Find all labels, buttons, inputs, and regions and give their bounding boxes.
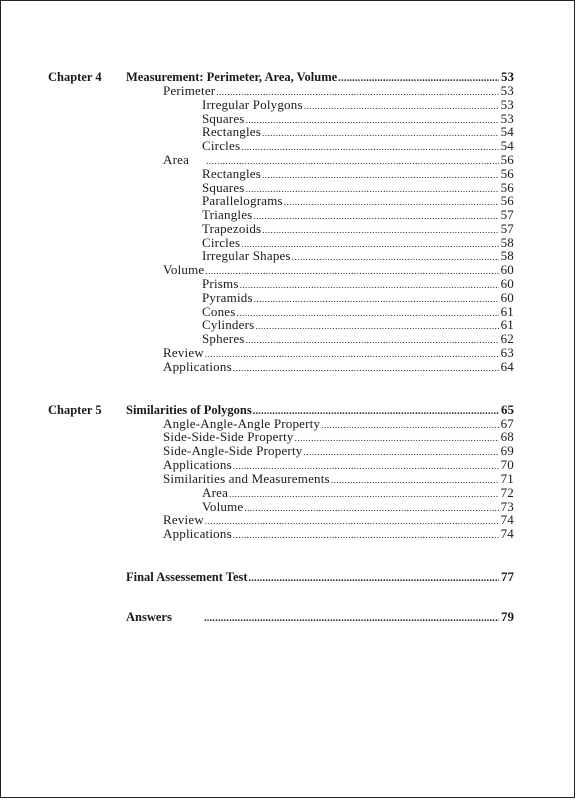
leader-dots <box>255 319 499 333</box>
leader-dots <box>240 278 499 292</box>
page-number: 60 <box>500 290 514 305</box>
page-number: 58 <box>500 235 514 250</box>
entry-title: Area <box>163 152 190 167</box>
page-number: 62 <box>500 331 514 346</box>
leader-dots <box>331 473 499 487</box>
entry-title: Side-Side-Side Property <box>163 429 294 444</box>
page-number: 57 <box>500 221 514 236</box>
page-number: 72 <box>500 485 514 500</box>
entry-title: Review <box>163 345 204 360</box>
chapter-5-label: Chapter 5 <box>48 403 102 417</box>
toc-entry-volume <box>163 263 514 277</box>
toc-entry-pyramids <box>202 291 514 305</box>
entry-title: Applications <box>163 359 232 374</box>
leader-dots <box>233 528 499 542</box>
leader-dots <box>205 347 499 361</box>
entry-title: Spheres <box>202 331 245 346</box>
toc-entry-applications <box>163 360 514 374</box>
page-number: 61 <box>500 317 514 332</box>
entry-title: Answers <box>126 610 172 624</box>
toc-entry-final-test <box>126 570 514 584</box>
entry-title: Area <box>202 485 229 500</box>
toc-entry-cylinders <box>202 318 514 332</box>
toc-entry-side-side-side <box>163 430 514 444</box>
chapter-4-label: Chapter 4 <box>48 70 102 84</box>
entry-title: Cones <box>202 304 236 319</box>
toc-entry-chapter-5 <box>126 403 514 417</box>
page-number: 54 <box>500 138 514 153</box>
page-number: 71 <box>500 471 514 486</box>
toc-entry-prisms <box>202 277 514 291</box>
page-number: 65 <box>501 402 514 417</box>
entry-title: Squares <box>202 180 245 195</box>
toc-entry-circles <box>202 139 514 153</box>
entry-title: Applications <box>163 457 232 472</box>
page-number: 53 <box>501 69 514 84</box>
page-number: 56 <box>500 152 514 167</box>
page-number: 70 <box>500 457 514 472</box>
entry-title: Cylinders <box>202 317 255 332</box>
entry-title: Circles <box>202 235 241 250</box>
toc-entry-review <box>163 513 514 527</box>
entry-title: Perimeter <box>163 83 216 98</box>
page-number: 77 <box>501 569 514 584</box>
toc-entry-irregular-shapes <box>202 249 514 263</box>
toc-entry-chapter-4 <box>126 70 514 84</box>
entry-title: Applications <box>163 526 232 541</box>
entry-title: Squares <box>202 111 245 126</box>
page-number: 69 <box>500 443 514 458</box>
page-number: 53 <box>500 97 514 112</box>
toc-entry-review <box>163 346 514 360</box>
page-number: 54 <box>500 124 514 139</box>
page-number: 58 <box>500 248 514 263</box>
page-number: 73 <box>500 499 514 514</box>
toc-entry-perimeter <box>163 84 514 98</box>
entry-title: Volume <box>163 262 205 277</box>
leader-dots <box>246 333 499 347</box>
entry-title: Similarities and Measurements <box>163 471 330 486</box>
page-number: 56 <box>500 166 514 181</box>
toc-entry-applications <box>163 527 514 541</box>
toc-entry-spheres <box>202 332 514 346</box>
toc-entry-area <box>163 153 514 167</box>
leader-dots <box>205 514 499 528</box>
page-number: 79 <box>501 609 514 624</box>
entry-title: Irregular Shapes <box>202 248 291 263</box>
leader-dots <box>249 572 499 586</box>
toc-entry-rectangles <box>202 167 514 181</box>
leader-dots <box>262 223 499 237</box>
page-number: 68 <box>500 429 514 444</box>
page-number: 67 <box>500 416 514 431</box>
toc-entry-side-angle-side <box>163 444 514 458</box>
page-number: 64 <box>500 359 514 374</box>
leader-dots <box>205 264 499 278</box>
entry-title: Rectangles <box>202 166 262 181</box>
entry-title: Trapezoids <box>202 221 262 236</box>
leader-dots <box>204 612 499 626</box>
entry-title: Similarities of Polygons <box>126 403 252 417</box>
page-number: 63 <box>500 345 514 360</box>
toc-entry-parallelograms <box>202 194 514 208</box>
page-number: 56 <box>500 193 514 208</box>
toc-entry-area <box>202 486 514 500</box>
entry-title: Irregular Polygons <box>202 97 303 112</box>
toc-entry-volume <box>202 500 514 514</box>
entry-title: Final Assessement Test <box>126 570 248 584</box>
toc-entry-triangles <box>202 208 514 222</box>
page-number: 60 <box>500 262 514 277</box>
leader-dots <box>241 140 499 154</box>
leader-dots <box>262 126 499 140</box>
page-number: 74 <box>500 526 514 541</box>
page-number: 53 <box>500 111 514 126</box>
entry-title: Parallelograms <box>202 193 283 208</box>
toc-entry-applications <box>163 458 514 472</box>
leader-dots <box>253 209 499 223</box>
entry-title: Review <box>163 512 204 527</box>
entry-title: Volume <box>202 499 244 514</box>
toc-entry-rectangles <box>202 125 514 139</box>
toc-entry-trapezoids <box>202 222 514 236</box>
entry-title: Rectangles <box>202 124 262 139</box>
entry-title: Circles <box>202 138 241 153</box>
toc-entry-answers <box>126 610 514 624</box>
entry-title: Prisms <box>202 276 239 291</box>
toc-entry-similarities-and-measurements <box>163 472 514 486</box>
page-number: 60 <box>500 276 514 291</box>
entry-title: Measurement: Perimeter, Area, Volume <box>126 70 338 84</box>
leader-dots <box>292 250 499 264</box>
leader-dots <box>254 292 499 306</box>
page-number: 61 <box>500 304 514 319</box>
page-number: 57 <box>500 207 514 222</box>
leader-dots <box>233 361 499 375</box>
leader-dots <box>284 195 499 209</box>
entry-title: Side-Angle-Side Property <box>163 443 303 458</box>
leader-dots <box>303 445 499 459</box>
entry-title: Angle-Angle-Angle Property <box>163 416 321 431</box>
entry-title: Pyramids <box>202 290 253 305</box>
leader-dots <box>229 487 499 501</box>
leader-dots <box>304 99 499 113</box>
page-number: 53 <box>500 83 514 98</box>
leader-dots <box>262 168 499 182</box>
page-number: 56 <box>500 180 514 195</box>
page-number: 74 <box>500 512 514 527</box>
entry-title: Triangles <box>202 207 253 222</box>
leader-dots <box>295 431 499 445</box>
toc-entry-irregular-polygons <box>202 98 514 112</box>
